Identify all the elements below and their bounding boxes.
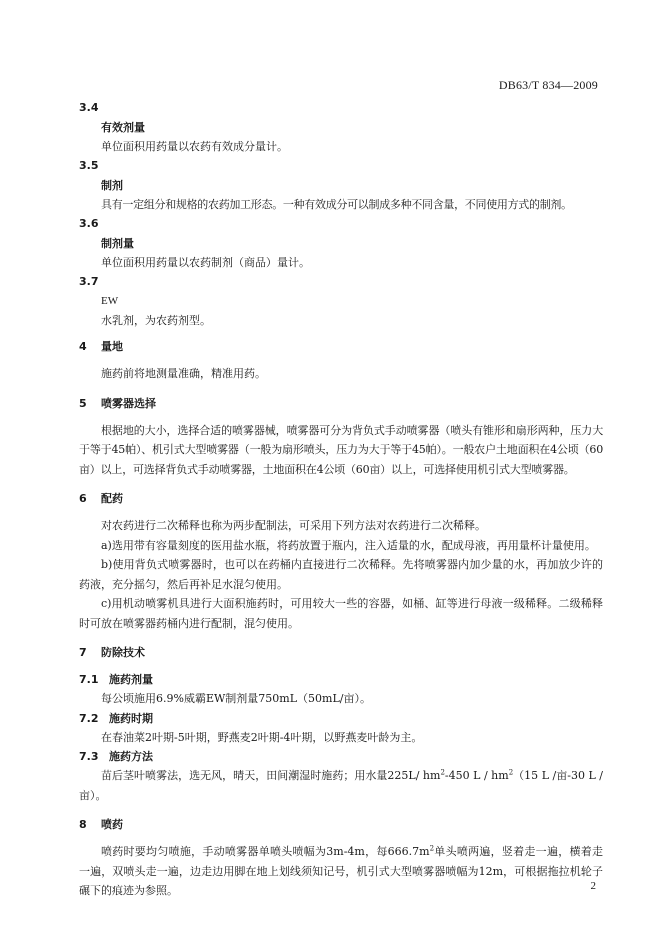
page-number: 2 bbox=[590, 880, 596, 892]
superscript: 2 bbox=[440, 768, 445, 777]
subsection-title: 施药方法 bbox=[109, 750, 153, 763]
list-item: b)使用背负式喷雾器时，也可以在药桶内直接进行二次稀释。先将喷雾器内加少量的水，再加放少许的药液，充分摇匀，然后再补足水混匀使用。 bbox=[79, 558, 603, 591]
subsection-paragraph: 每公顷施用6.9%威霸EW制剂量750mL（50mL/亩）。 bbox=[101, 692, 371, 705]
subsection-title: 施药剂量 bbox=[109, 673, 153, 686]
term-title: 制剂量 bbox=[101, 237, 134, 250]
subsection-number: 7.2 bbox=[79, 711, 99, 725]
section-paragraph: 施药前将地测量准确，精准用药。 bbox=[101, 367, 266, 380]
term-entry bbox=[79, 272, 603, 330]
section-paragraph: 对农药进行二次稀释也称为两步配制法，可采用下列方法对农药进行二次稀释。 bbox=[101, 519, 486, 532]
subsection-number: 7.1 bbox=[79, 673, 99, 686]
term-title: 有效剂量 bbox=[101, 121, 145, 134]
section-paragraph bbox=[79, 842, 603, 901]
subsection-paragraph: 在春油菜2叶期-5叶期，野燕麦2叶期-4叶期，以野燕麦叶龄为主。 bbox=[101, 730, 423, 744]
term-number: 3.6 bbox=[79, 217, 99, 230]
text-run: 喷药时要均匀喷施，手动喷雾器单喷头喷幅为3m-4m，每666.7m bbox=[101, 845, 430, 858]
term-entry bbox=[79, 98, 603, 156]
list-item: c)用机动喷雾机具进行大面积施药时，可用较大一些的容器，如桶、缸等进行母液一级稀释。二级稀释时可放在喷雾器药桶内进行配制，混匀使用。 bbox=[79, 597, 603, 630]
section-heading bbox=[79, 394, 603, 414]
term-definition: 单位面积用药量以农药制剂（商品）量计。 bbox=[101, 256, 310, 269]
section-title: 防除技术 bbox=[101, 646, 145, 659]
section-title: 喷雾器选择 bbox=[101, 396, 156, 410]
term-definition: 具有一定组分和规格的农药加工形态。一种有效成分可以制成多种不同含量，不同使用方式的制剂。 bbox=[101, 198, 572, 211]
subsection-number: 7.3 bbox=[79, 750, 99, 763]
term-title: EW bbox=[101, 295, 119, 307]
superscript: 2 bbox=[508, 768, 514, 777]
term-entry bbox=[79, 156, 603, 214]
text-run: 单头喷两遍，竖着走一遍，横着走一遍，双喷头走一遍，边走边用脚在地上划线须知记号，机引式大型喷雾器喷幅为12m，可根据拖拉机轮子碾下的痕迹为参照。 bbox=[79, 845, 604, 897]
subsection-title: 施药时期 bbox=[109, 711, 153, 725]
section-number: 4 bbox=[79, 340, 87, 353]
text-run: -450 L / hm bbox=[444, 769, 509, 782]
section-title: 喷药 bbox=[101, 818, 123, 831]
section-number: 6 bbox=[79, 492, 87, 505]
term-title: 制剂 bbox=[101, 179, 123, 192]
term-number: 3.5 bbox=[79, 159, 99, 172]
list-item: a)选用带有容量刻度的医用盐水瓶，将药放置于瓶内，注入适量的水，配成母液，再用量杯计量使用。 bbox=[101, 538, 596, 552]
section-title: 量地 bbox=[101, 340, 123, 353]
term-number: 3.4 bbox=[79, 101, 99, 114]
text-run: （15 L /亩-30 L /亩）。 bbox=[79, 769, 603, 802]
subsection-heading bbox=[79, 670, 603, 689]
document-body bbox=[79, 98, 603, 901]
term-definition: 单位面积用药量以农药有效成分量计。 bbox=[101, 140, 288, 153]
section-number: 8 bbox=[79, 818, 87, 831]
section-title: 配药 bbox=[101, 492, 123, 505]
term-number: 3.7 bbox=[79, 275, 99, 288]
subsection-heading bbox=[79, 747, 603, 766]
section-heading bbox=[79, 489, 603, 509]
section-number: 5 bbox=[79, 396, 87, 410]
section-heading bbox=[79, 815, 603, 835]
superscript: 2 bbox=[429, 844, 435, 853]
term-definition: 水乳剂，为农药剂型。 bbox=[101, 314, 211, 327]
standard-code: DB63/T 834—2009 bbox=[498, 78, 598, 92]
subsection-paragraph bbox=[79, 766, 603, 805]
term-entry bbox=[79, 214, 603, 272]
section-number: 7 bbox=[79, 646, 87, 659]
section-heading bbox=[79, 643, 603, 663]
section-paragraph: 根据地的大小，选择合适的喷雾器械，喷雾器可分为背负式手动喷雾器（喷头有锥形和扇形两种，压力大于等于45帕）、机引式大型喷雾器（一般为扇形喷头，压力为大于等于45帕）。一般农户土地面积在4公顷（60亩）以上，可选择背负式手动喷雾器，土地面积在4公顷（60亩）以上，可选择使用机引式大型喷雾器。 bbox=[79, 423, 603, 476]
section-heading bbox=[79, 337, 603, 357]
text-run: 苗后茎叶喷雾法，选无风，晴天，田间潮湿时施药；用水量225L/ hm bbox=[101, 769, 441, 782]
subsection-heading bbox=[79, 709, 603, 728]
